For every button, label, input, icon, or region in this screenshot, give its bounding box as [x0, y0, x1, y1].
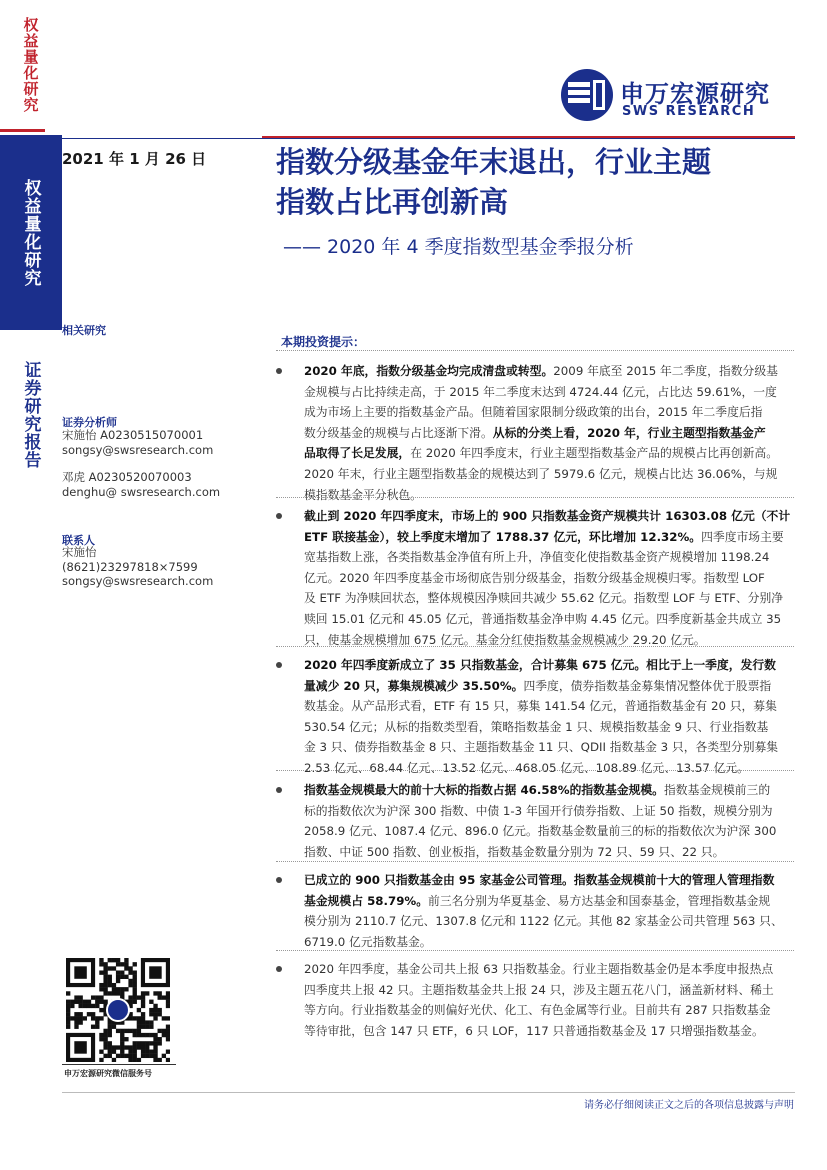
paragraph-line: 金 3 只、债券指数基金 8 只、主题指数基金 11 只、QDII 指数基金 3 只，各类型分别募集: [304, 740, 779, 755]
report-title-line2: 指数占比再创新高: [276, 185, 509, 219]
paragraph-line: 只，使基金规模增加 675 亿元。基金分红使指数基金规模减少 29.20 亿元。: [304, 632, 706, 647]
contact-phone: (8621)23297818×7599: [62, 560, 198, 574]
contact-email[interactable]: songsy@swsresearch.com: [62, 574, 214, 588]
bullet-divider: [276, 770, 794, 771]
footer-rule: [62, 1092, 795, 1093]
paragraph-line: 已成立的 900 只指数基金由 95 家基金公司管理。指数基金规模前十大的管理人管理指数: [304, 873, 775, 887]
bullet-divider: [276, 646, 794, 647]
bullet-paragraph: [304, 870, 794, 952]
paragraph-line: 及 ETF 为净赎回状态，整体规模因净赎回共减少 55.62 亿元。指数型 LOF 与 ETF、分别净: [304, 591, 784, 606]
sidebar-tab-mid-label: 权益量化研究: [20, 178, 41, 287]
paragraph-line: 标的指数依次为沪深 300 指数、中债 1-3 年国开行债券指数、上证 50 指数，规模分别为: [304, 803, 773, 818]
paragraph-line: 等方向。行业指数基金的则偏好光伏、化工、有色金属等行业。目前共有 287 只指数基金: [304, 1003, 771, 1018]
qr-caption: 申万宏源研究微信服务号: [64, 1069, 152, 1078]
bullet-paragraph: [304, 506, 794, 650]
paragraph-line: 金规模与占比持续走高，于 2015 年二季度末达到 4724.44 亿元，占比达 59.61%，一度: [304, 384, 777, 399]
bullet-dot: [276, 368, 282, 374]
paragraph-line: ETF 联接基金），较上季度末增加了 1788.37 亿元，环比增加 12.32%。四季度市场主要: [304, 529, 784, 544]
paragraph-line: 量减少 20 只，募集规模减少 35.50%。四季度，债券指数基金募集情况整体优于股票指: [304, 678, 772, 693]
paragraph-line: 品取得了长足发展，在 2020 年四季度末，行业主题型指数基金产品的规模占比再创新高。: [304, 446, 779, 461]
paragraph-line: 模指数基金平分秋色。: [304, 487, 422, 502]
paragraph-line: 基金规模占 58.79%。前三名分别为华夏基金、易方达基金和国泰基金，管理指数基金规: [304, 893, 771, 908]
header-rule: [62, 138, 795, 139]
report-date: 2021 年 1 月 26 日: [62, 150, 207, 168]
sidebar-red-divider: [0, 129, 45, 132]
qr-caption-rule: [62, 1064, 176, 1065]
footer-disclaimer[interactable]: 请务必仔细阅读正文之后的各项信息披露与声明: [584, 1100, 794, 1111]
bullet-divider: [276, 950, 794, 951]
paragraph-line: 2020 年四季度新成立了 35 只指数基金，合计募集 675 亿元。相比于上一季度，发行数: [304, 658, 776, 672]
investment-tips-heading: 本期投资提示：: [281, 335, 366, 349]
paragraph-line: 530.54 亿元；从标的指数类型看，策略指数基金 1 只、规模指数基金 9 只、行业指数基: [304, 719, 769, 734]
analyst1-email[interactable]: songsy@swsresearch.com: [62, 443, 214, 457]
bullet-dot: [276, 787, 282, 793]
sws-logo-icon: [560, 68, 615, 123]
bullet-dot: [276, 877, 282, 883]
bullet-paragraph: [304, 780, 794, 862]
logo-cn-text: 申万宏源研究: [620, 80, 770, 108]
analyst1-name: 宋施怡 A0230515070001: [62, 428, 204, 442]
paragraph-line: 指数、中证 500 指数、创业板指，指数基金数量分别为 72 只、59 只、22 只。: [304, 844, 725, 859]
paragraph-line: 赎回 15.01 亿元和 45.05 亿元，普通指数基金净申购 4.45 亿元。四季度新基金共成立 35: [304, 611, 782, 626]
analyst2-email[interactable]: denghu@ swsresearch.com: [62, 485, 221, 499]
paragraph-line: 成为市场上主要的指数基金产品。但随着国家限制分级政策的出台，2015 年二季度后指: [304, 405, 763, 420]
bullet-dot: [276, 662, 282, 668]
bullet-paragraph: [304, 959, 794, 1041]
bullet-paragraph: [304, 361, 794, 505]
sidebar-tab-bottom: [0, 335, 62, 495]
analyst-heading: 证券分析师: [62, 416, 117, 429]
paragraph-line: 数基金。从产品形式看，ETF 有 15 只，募集 141.54 亿元，普通指数基金有 20 只，募集: [304, 699, 777, 714]
bullet-dot: [276, 513, 282, 519]
sidebar-tab-top-label: 权益量化研究: [21, 17, 40, 113]
paragraph-line: 2020 年末，行业主题型指数基金的规模达到了 5979.6 亿元，规模占比达 36.06%，与规: [304, 466, 778, 481]
sidebar-tab-bottom-label: 证券研究报告: [20, 361, 41, 469]
paragraph-line: 2.53 亿元、68.44 亿元、13.52 亿元、468.05 亿元、108.89 亿元、13.57 亿元。: [304, 760, 749, 775]
report-subtitle: —— 2020 年 4 季度指数型基金季报分析: [283, 236, 634, 258]
paragraph-line: 宽基指数上涨，各类指数基金净值有所上升，净值变化使指数基金资产规模增加 1198.24: [304, 550, 770, 565]
bullet-paragraph: [304, 655, 794, 779]
paragraph-line: 等待审批，包含 147 只 ETF，6 只 LOF，117 只普通指数基金及 17 只增强指数基金。: [304, 1023, 764, 1038]
qr-code-image: [66, 958, 170, 1062]
paragraph-line: 模分别为 2110.7 亿元、1307.8 亿元和 1122 亿元。其他 82 家基金公司共管理 563 只、: [304, 914, 783, 929]
related-research-heading: 相关研究: [62, 324, 106, 337]
paragraph-line: 数分级基金的规模与占比逐渐下滑。从标的分类上看，2020 年，行业主题型指数基金产: [304, 425, 766, 440]
bullet-dot: [276, 966, 282, 972]
logo-en-text: SWS RESEARCH: [622, 104, 756, 119]
report-title-line1: 指数分级基金年末退出，行业主题: [276, 145, 712, 179]
bullet-divider: [276, 861, 794, 862]
paragraph-line: 亿元。2020 年四季度基金市场彻底告别分级基金，指数分级基金规模归零。指数型 LOF: [304, 570, 765, 585]
tips-divider: [276, 350, 794, 351]
sidebar-tab-mid: [0, 135, 62, 330]
analyst2-name: 邓虎 A0230520070003: [62, 470, 192, 484]
contact-name: 宋施怡: [62, 545, 97, 559]
paragraph-line: 四季度共上报 42 只。主题指数基金共上报 24 只，涉及主题五花八门，涵盖新材料、稀土: [304, 982, 774, 997]
paragraph-line: 指数基金规模最大的前十大标的指数占据 46.58%的指数基金规模。指数基金规模前三的: [304, 783, 771, 797]
bullet-divider: [276, 497, 794, 498]
paragraph-line: 6719.0 亿元指数基金。: [304, 934, 432, 949]
paragraph-line: 2058.9 亿元、1087.4 亿元、896.0 亿元。指数基金数量前三的标的指数依次为沪深 300: [304, 824, 777, 839]
paragraph-line: 2020 年底，指数分级基金均完成清盘或转型。2009 年底至 2015 年二季度，指数分级基: [304, 364, 778, 378]
contact-heading: 联系人: [62, 534, 95, 547]
paragraph-line: 2020 年四季度，基金公司共上报 63 只指数基金。行业主题指数基金仍是本季度申报热点: [304, 962, 774, 976]
paragraph-line: 截止到 2020 年四季度末，市场上的 900 只指数基金资产规模共计 16303.08 亿元（不计: [304, 509, 791, 523]
sidebar-tab-top: [0, 0, 62, 130]
